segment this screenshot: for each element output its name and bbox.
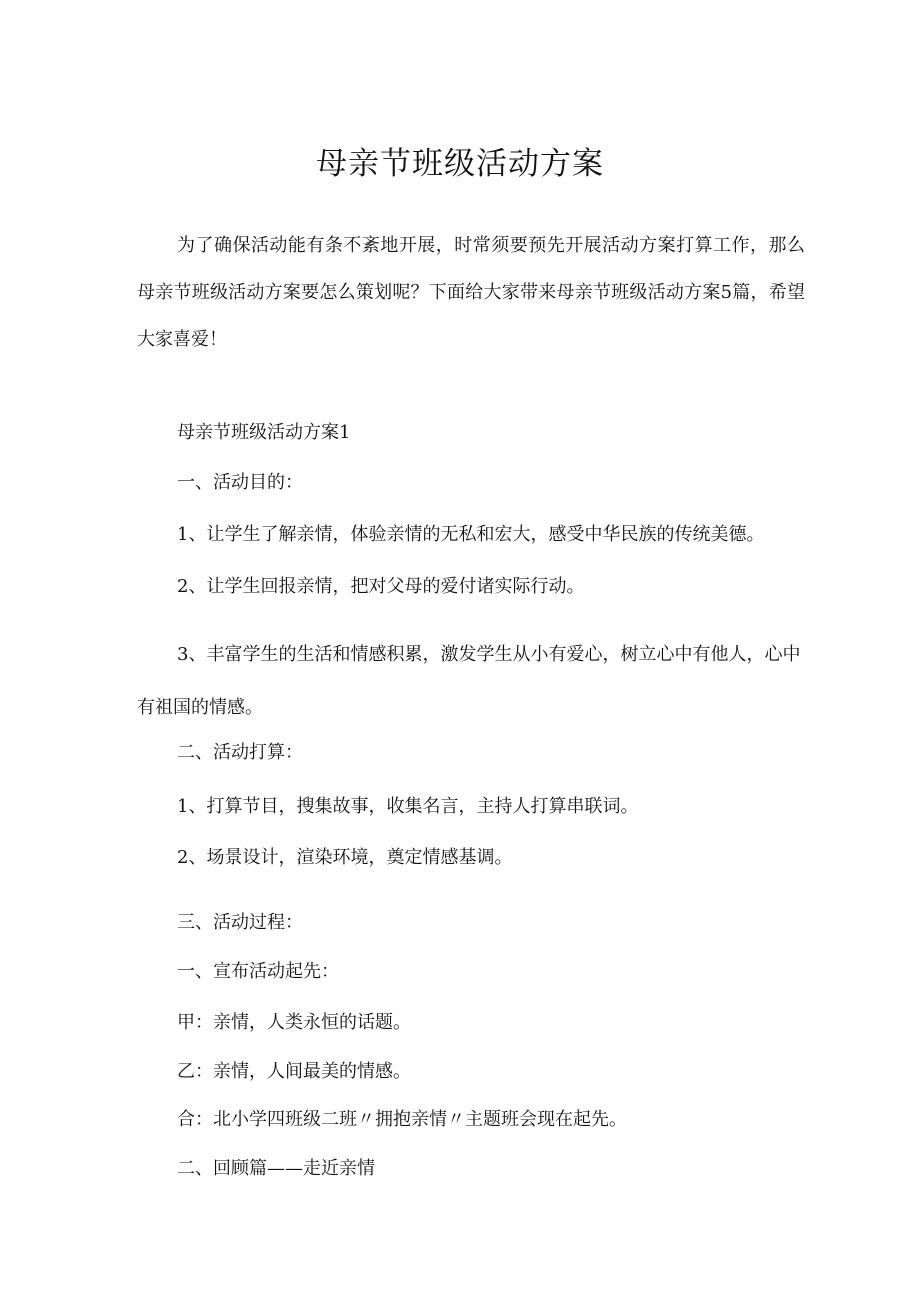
section-heading: 母亲节班级活动方案1 — [177, 422, 351, 443]
prep-heading: 二、活动打算： — [177, 742, 303, 763]
process-heading: 三、活动过程： — [177, 912, 303, 933]
purpose-item-3: 3、丰富学生的生活和情感积累，激发学生从小有爱心，树立心中有他人，心中有祖国的情感。 — [137, 644, 801, 718]
process-step-2: 二、回顾篇——走近亲情 — [177, 1158, 375, 1179]
process-step-1: 一、宣布活动起先： — [177, 961, 339, 982]
dialogue-line-yi: 乙：亲情，人间最美的情感。 — [177, 1061, 411, 1082]
dialogue-line-jia: 甲：亲情，人类永恒的话题。 — [177, 1012, 411, 1033]
dialogue-line-he: 合：北小学四班级二班〃拥抱亲情〃主题班会现在起先。 — [177, 1109, 627, 1130]
purpose-item-2: 2、让学生回报亲情，把对父母的爱付诸实际行动。 — [177, 576, 585, 597]
intro-paragraph: 为了确保活动能有条不紊地开展，时常须要预先开展活动方案打算工作，那么母亲节班级活动方案要怎么策划呢？下面给大家带来母亲节班级活动方案5篇，希望大家喜爱！ — [137, 235, 805, 350]
purpose-item-1: 1、让学生了解亲情，体验亲情的无私和宏大，感受中华民族的传统美德。 — [177, 524, 765, 545]
prep-item-1: 1、打算节目，搜集故事，收集名言，主持人打算串联词。 — [177, 796, 639, 817]
purpose-heading: 一、活动目的： — [177, 472, 303, 493]
document-title: 母亲节班级活动方案 — [316, 146, 604, 182]
prep-item-2: 2、场景设计，渲染环境，奠定情感基调。 — [177, 847, 513, 868]
